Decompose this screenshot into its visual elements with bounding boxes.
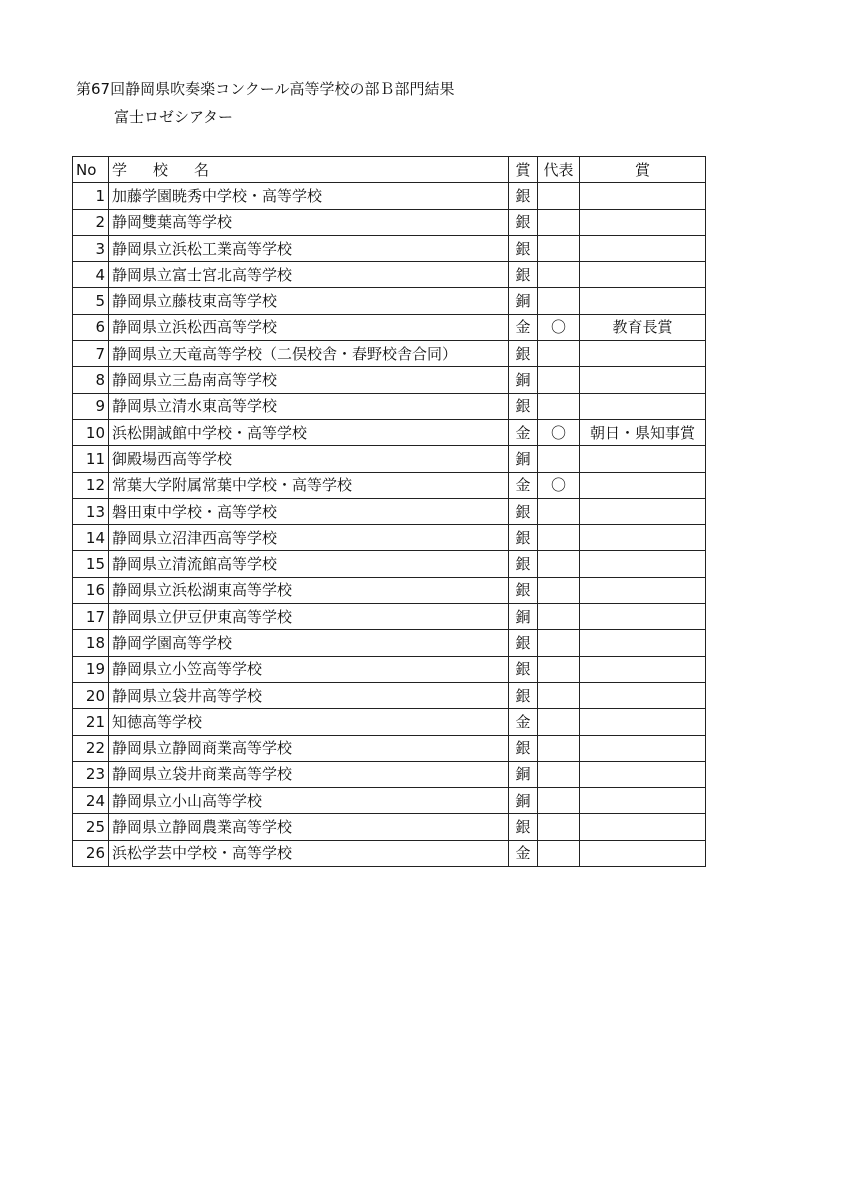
prize-cell: 銅 (509, 367, 538, 393)
row-number: 24 (73, 788, 109, 814)
representative-cell (538, 604, 580, 630)
table-row (73, 183, 706, 209)
results-table (72, 156, 706, 867)
table-row (73, 498, 706, 524)
representative-cell (538, 262, 580, 288)
header-prize: 賞 (509, 157, 538, 183)
school-name: 加藤学園暁秀中学校・高等学校 (109, 183, 509, 209)
award-cell (580, 604, 706, 630)
table-row (73, 419, 706, 445)
representative-cell (538, 735, 580, 761)
award-cell (580, 814, 706, 840)
award-cell (580, 209, 706, 235)
prize-cell: 金 (509, 840, 538, 866)
row-number: 2 (73, 209, 109, 235)
school-name: 静岡県立沼津西高等学校 (109, 525, 509, 551)
row-number: 25 (73, 814, 109, 840)
header-representative: 代表 (538, 157, 580, 183)
award-cell (580, 630, 706, 656)
award-cell (580, 525, 706, 551)
table-body (73, 183, 706, 867)
school-name: 知徳高等学校 (109, 709, 509, 735)
prize-cell: 銀 (509, 393, 538, 419)
school-name: 御殿場西高等学校 (109, 446, 509, 472)
row-number: 12 (73, 472, 109, 498)
row-number: 5 (73, 288, 109, 314)
prize-cell: 銀 (509, 209, 538, 235)
prize-cell: 金 (509, 709, 538, 735)
table-row (73, 656, 706, 682)
header-no: No (73, 157, 109, 183)
row-number: 4 (73, 262, 109, 288)
representative-cell (538, 840, 580, 866)
prize-cell: 銅 (509, 288, 538, 314)
representative-cell (538, 709, 580, 735)
row-number: 19 (73, 656, 109, 682)
prize-cell: 銀 (509, 498, 538, 524)
prize-cell: 銀 (509, 630, 538, 656)
header-school-name-label: 学校名 (112, 160, 236, 179)
table-row (73, 735, 706, 761)
award-cell (580, 709, 706, 735)
header-award: 賞 (580, 157, 706, 183)
venue-name: 富士ロゼシアター (114, 108, 233, 126)
school-name: 浜松学芸中学校・高等学校 (109, 840, 509, 866)
prize-cell: 銀 (509, 735, 538, 761)
school-name: 浜松開誠館中学校・高等学校 (109, 419, 509, 445)
representative-cell (538, 393, 580, 419)
award-cell (580, 656, 706, 682)
school-name: 静岡県立袋井商業高等学校 (109, 761, 509, 787)
award-cell (580, 498, 706, 524)
table-row (73, 814, 706, 840)
school-name: 静岡県立清流館高等学校 (109, 551, 509, 577)
row-number: 26 (73, 840, 109, 866)
row-number: 20 (73, 682, 109, 708)
row-number: 23 (73, 761, 109, 787)
representative-cell (538, 446, 580, 472)
representative-cell (538, 525, 580, 551)
table-row (73, 262, 706, 288)
representative-cell: 〇 (538, 472, 580, 498)
table-row (73, 840, 706, 866)
representative-cell (538, 761, 580, 787)
representative-cell (538, 682, 580, 708)
row-number: 14 (73, 525, 109, 551)
table-row (73, 209, 706, 235)
row-number: 11 (73, 446, 109, 472)
award-cell (580, 446, 706, 472)
award-cell (580, 183, 706, 209)
prize-cell: 金 (509, 419, 538, 445)
school-name: 静岡県立三島南高等学校 (109, 367, 509, 393)
table-row (73, 341, 706, 367)
school-name: 静岡学園高等学校 (109, 630, 509, 656)
table-row (73, 577, 706, 603)
table-row (73, 446, 706, 472)
prize-cell: 銀 (509, 577, 538, 603)
prize-cell: 銀 (509, 183, 538, 209)
table-row (73, 551, 706, 577)
prize-cell: 銀 (509, 682, 538, 708)
prize-cell: 金 (509, 314, 538, 340)
row-number: 1 (73, 183, 109, 209)
prize-cell: 銀 (509, 814, 538, 840)
table-row (73, 314, 706, 340)
award-cell (580, 840, 706, 866)
row-number: 9 (73, 393, 109, 419)
table-row (73, 235, 706, 261)
representative-cell (538, 577, 580, 603)
table-row (73, 367, 706, 393)
award-cell (580, 788, 706, 814)
header-school-name (109, 157, 509, 183)
representative-cell: 〇 (538, 314, 580, 340)
table-header-row (73, 157, 706, 183)
award-cell (580, 735, 706, 761)
representative-cell (538, 235, 580, 261)
table-row (73, 525, 706, 551)
school-name: 静岡県立小笠高等学校 (109, 656, 509, 682)
award-cell (580, 367, 706, 393)
award-cell (580, 682, 706, 708)
school-name: 静岡県立静岡農業高等学校 (109, 814, 509, 840)
row-number: 13 (73, 498, 109, 524)
row-number: 10 (73, 419, 109, 445)
school-name: 静岡県立浜松工業高等学校 (109, 235, 509, 261)
award-cell (580, 341, 706, 367)
school-name: 静岡雙葉高等学校 (109, 209, 509, 235)
award-cell (580, 235, 706, 261)
table-row (73, 604, 706, 630)
school-name: 静岡県立袋井高等学校 (109, 682, 509, 708)
table-row (73, 682, 706, 708)
row-number: 22 (73, 735, 109, 761)
row-number: 17 (73, 604, 109, 630)
row-number: 16 (73, 577, 109, 603)
school-name: 静岡県立富士宮北高等学校 (109, 262, 509, 288)
school-name: 静岡県立小山高等学校 (109, 788, 509, 814)
award-cell (580, 262, 706, 288)
representative-cell (538, 656, 580, 682)
award-cell (580, 393, 706, 419)
table-row (73, 761, 706, 787)
award-cell (580, 551, 706, 577)
prize-cell: 銀 (509, 341, 538, 367)
representative-cell (538, 183, 580, 209)
table-row (73, 709, 706, 735)
prize-cell: 銅 (509, 604, 538, 630)
row-number: 3 (73, 235, 109, 261)
prize-cell: 銅 (509, 446, 538, 472)
representative-cell (538, 788, 580, 814)
prize-cell: 銅 (509, 761, 538, 787)
representative-cell (538, 288, 580, 314)
prize-cell: 銀 (509, 551, 538, 577)
award-cell: 朝日・県知事賞 (580, 419, 706, 445)
prize-cell: 銀 (509, 525, 538, 551)
prize-cell: 銀 (509, 235, 538, 261)
school-name: 静岡県立浜松西高等学校 (109, 314, 509, 340)
table-row (73, 788, 706, 814)
school-name: 磐田東中学校・高等学校 (109, 498, 509, 524)
representative-cell (538, 551, 580, 577)
row-number: 18 (73, 630, 109, 656)
document-title: 第67回静岡県吹奏楽コンクール高等学校の部Ｂ部門結果 (76, 80, 455, 98)
award-cell (580, 761, 706, 787)
school-name: 常葉大学附属常葉中学校・高等学校 (109, 472, 509, 498)
representative-cell (538, 814, 580, 840)
table-row (73, 288, 706, 314)
school-name: 静岡県立浜松湖東高等学校 (109, 577, 509, 603)
school-name: 静岡県立静岡商業高等学校 (109, 735, 509, 761)
representative-cell (538, 367, 580, 393)
prize-cell: 銅 (509, 788, 538, 814)
representative-cell (538, 341, 580, 367)
award-cell (580, 472, 706, 498)
prize-cell: 銀 (509, 262, 538, 288)
award-cell (580, 577, 706, 603)
award-cell: 教育長賞 (580, 314, 706, 340)
representative-cell (538, 630, 580, 656)
row-number: 8 (73, 367, 109, 393)
representative-cell (538, 498, 580, 524)
prize-cell: 金 (509, 472, 538, 498)
representative-cell: 〇 (538, 419, 580, 445)
table-row (73, 393, 706, 419)
row-number: 15 (73, 551, 109, 577)
row-number: 7 (73, 341, 109, 367)
table-row (73, 472, 706, 498)
representative-cell (538, 209, 580, 235)
award-cell (580, 288, 706, 314)
row-number: 21 (73, 709, 109, 735)
school-name: 静岡県立天竜高等学校（二俣校舎・春野校舎合同） (109, 341, 509, 367)
school-name: 静岡県立清水東高等学校 (109, 393, 509, 419)
prize-cell: 銀 (509, 656, 538, 682)
row-number: 6 (73, 314, 109, 340)
school-name: 静岡県立伊豆伊東高等学校 (109, 604, 509, 630)
school-name: 静岡県立藤枝東高等学校 (109, 288, 509, 314)
table-row (73, 630, 706, 656)
